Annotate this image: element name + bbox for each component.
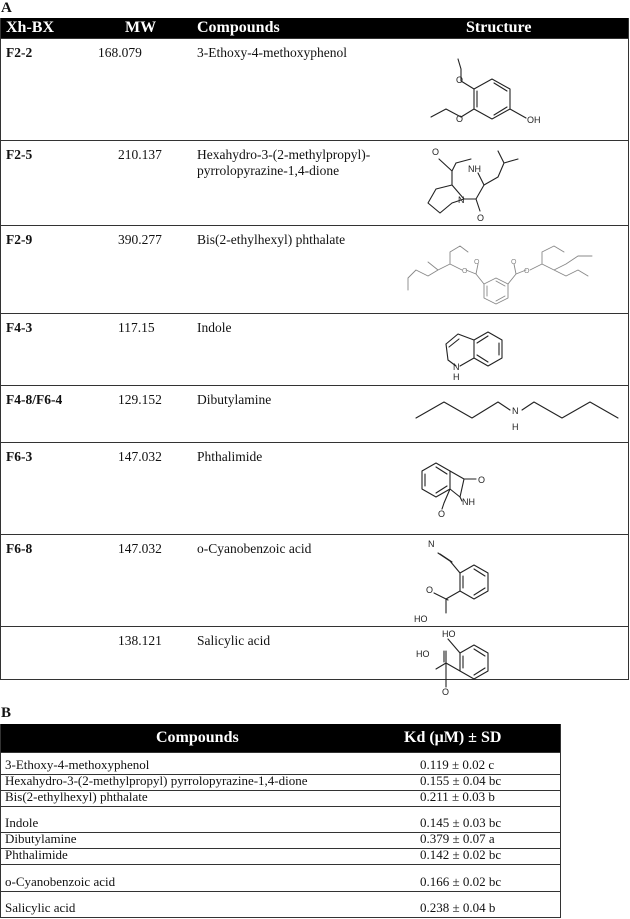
structure-table-header bbox=[1, 18, 628, 38]
atom-o: O bbox=[478, 475, 486, 485]
atom-o: O bbox=[477, 213, 485, 223]
table-row bbox=[1, 752, 560, 774]
kd-value: 0.119 ± 0.02 c bbox=[420, 757, 495, 772]
atom-o: O bbox=[442, 687, 450, 697]
compound-name: Dibutylamine bbox=[5, 831, 77, 846]
kd-table bbox=[0, 724, 561, 918]
atom-o: O bbox=[462, 268, 468, 275]
table-row bbox=[1, 534, 628, 626]
ethoxy-methoxyphenol-structure bbox=[406, 39, 626, 141]
header-mw: MW bbox=[125, 19, 157, 36]
kd-value: 0.142 ± 0.02 bc bbox=[420, 847, 502, 862]
kd-table-header bbox=[1, 724, 560, 752]
table-row bbox=[1, 891, 560, 917]
compound-name: Bis(2-ethylhexyl) phthalate bbox=[5, 789, 148, 804]
section-label-a: A bbox=[1, 0, 12, 16]
molecular-weight: 147.032 bbox=[118, 449, 162, 464]
atom-o: O bbox=[474, 259, 480, 266]
molecular-weight: 147.032 bbox=[118, 541, 162, 556]
atom-o: O bbox=[456, 114, 464, 124]
atom-nh: NH bbox=[462, 497, 475, 507]
kd-value: 0.211 ± 0.03 b bbox=[420, 789, 495, 804]
atom-nh: NH bbox=[468, 164, 481, 174]
atom-n: N bbox=[512, 406, 519, 416]
molecular-weight: 210.137 bbox=[118, 147, 162, 162]
compound-name: Indole bbox=[197, 320, 232, 335]
atom-n: N bbox=[428, 539, 435, 549]
cyanobenzoic-acid-structure bbox=[406, 535, 626, 627]
atom-ho: HO bbox=[442, 629, 456, 639]
phthalate-ester-structure bbox=[406, 226, 626, 314]
fraction-id: F6-3 bbox=[6, 449, 33, 464]
atom-h: H bbox=[453, 372, 460, 382]
phthalimide-structure bbox=[406, 443, 626, 535]
molecular-weight: 168.079 bbox=[98, 45, 142, 60]
table-row bbox=[1, 140, 628, 225]
pyrrolopyrazinedione-structure bbox=[406, 141, 626, 226]
atom-h: H bbox=[512, 422, 519, 432]
kd-value: 0.379 ± 0.07 a bbox=[420, 831, 495, 846]
atom-o: O bbox=[438, 509, 446, 519]
molecular-weight: 138.121 bbox=[118, 633, 162, 648]
atom-o: O bbox=[511, 259, 517, 266]
salicylic-acid-structure bbox=[406, 627, 626, 697]
compound-name: Phthalimide bbox=[5, 847, 68, 862]
kd-value: 0.155 ± 0.04 bc bbox=[420, 773, 502, 788]
compound-name: Hexahydro-3-(2-methylpropyl)-pyrrolopyrazine-1,4-dione bbox=[197, 147, 371, 178]
table-row bbox=[1, 790, 560, 806]
compound-name: Hexahydro-3-(2-methylpropyl) pyrrolopyrazine-1,4-dione bbox=[5, 773, 308, 788]
compound-name: o-Cyanobenzoic acid bbox=[197, 541, 312, 556]
compound-name: Dibutylamine bbox=[197, 392, 272, 407]
compound-name: Bis(2-ethylhexyl) phthalate bbox=[197, 232, 346, 247]
table-row bbox=[1, 848, 560, 864]
header-kd: Kd (μM) ± SD bbox=[404, 729, 502, 746]
header-structure: Structure bbox=[466, 19, 532, 36]
table-row bbox=[1, 806, 560, 832]
atom-oh: OH bbox=[527, 115, 541, 125]
table-row bbox=[1, 774, 560, 790]
table-row bbox=[1, 385, 628, 442]
atom-n: N bbox=[453, 362, 460, 372]
atom-o: O bbox=[432, 147, 440, 157]
compound-name: Indole bbox=[5, 815, 39, 830]
table-row bbox=[1, 864, 560, 891]
header-compounds: Compounds bbox=[156, 729, 239, 746]
atom-o: O bbox=[456, 75, 464, 85]
table-row bbox=[1, 626, 628, 697]
fraction-id: F2-9 bbox=[6, 232, 33, 247]
kd-value: 0.166 ± 0.02 bc bbox=[420, 874, 502, 889]
table-row bbox=[1, 225, 628, 313]
atom-ho: HO bbox=[416, 649, 430, 659]
molecular-weight: 117.15 bbox=[118, 320, 155, 335]
atom-o: O bbox=[524, 268, 530, 275]
header-xh-bx: Xh-BX bbox=[6, 19, 55, 36]
table-row bbox=[1, 442, 628, 534]
kd-value: 0.238 ± 0.04 b bbox=[420, 900, 496, 915]
table-row bbox=[1, 832, 560, 848]
header-compounds: Compounds bbox=[197, 19, 280, 36]
kd-value: 0.145 ± 0.03 bc bbox=[420, 815, 502, 830]
compound-name: Salicylic acid bbox=[5, 900, 76, 915]
table-row bbox=[1, 313, 628, 385]
fraction-id: F4-3 bbox=[6, 320, 33, 335]
compound-name: Phthalimide bbox=[197, 449, 263, 464]
fraction-id: F2-2 bbox=[6, 45, 33, 60]
fraction-id: F2-5 bbox=[6, 147, 33, 162]
molecular-weight: 129.152 bbox=[118, 392, 162, 407]
molecular-weight: 390.277 bbox=[118, 232, 162, 247]
structure-table bbox=[0, 18, 629, 697]
compound-name: Salicylic acid bbox=[197, 633, 271, 648]
compound-name: 3-Ethoxy-4-methoxyphenol bbox=[5, 757, 150, 772]
fraction-id: F6-8 bbox=[6, 541, 33, 556]
compound-name: o-Cyanobenzoic acid bbox=[5, 874, 116, 889]
fraction-id: F4-8/F6-4 bbox=[6, 392, 63, 407]
section-label-b: B bbox=[1, 705, 12, 721]
atom-ho: HO bbox=[414, 614, 428, 624]
atom-o: O bbox=[426, 585, 434, 595]
indole-structure bbox=[406, 314, 626, 386]
dibutylamine-structure bbox=[406, 386, 626, 443]
atom-n: N bbox=[458, 195, 465, 205]
table-row bbox=[1, 38, 628, 140]
compound-name: 3-Ethoxy-4-methoxyphenol bbox=[197, 45, 347, 60]
